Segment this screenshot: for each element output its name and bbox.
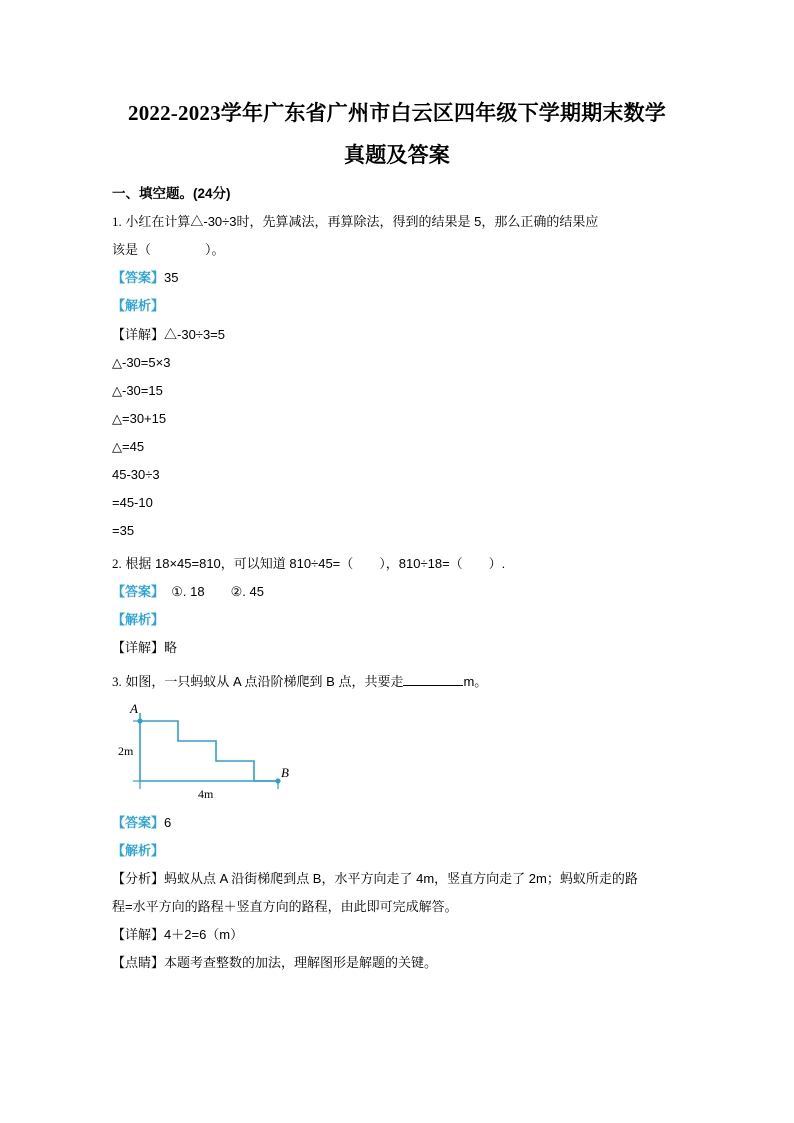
- question-3-analysis-label: 【解析】: [112, 843, 165, 858]
- question-1-detail-line-6: =45-10: [112, 495, 153, 510]
- question-1-body-3: ）。: [205, 242, 225, 257]
- question-3-approach-line-2: 程=水平方向的路程＋竖直方向的路程，由此即可完成解答。: [112, 899, 458, 914]
- question-1-detail-line-5: 45-30÷3: [112, 467, 160, 482]
- question-3-approach-1: 蚂蚁从点 A 沿街梯爬到点 B，水平方向走了 4m，竖直方向走了 2m；蚂蚁所走的路: [164, 871, 638, 886]
- question-2-body: 根据 18×45=810，可以知道 810÷45=（: [125, 556, 354, 571]
- question-3-detail: [112, 922, 682, 948]
- question-3-blank: [403, 685, 463, 686]
- keypoint-label: 【点睛】: [112, 955, 165, 970]
- question-1-answer: [112, 265, 682, 291]
- detail-label: 【详解】: [112, 327, 165, 342]
- question-3-body: 如图，一只蚂蚁从 A 点沿阶梯爬到 B 点，共要走: [125, 674, 404, 689]
- question-2-detail-value: 略: [164, 640, 178, 655]
- question-2-body-3: ）.: [488, 556, 506, 571]
- page-title-line-2: 真题及答案: [344, 143, 450, 167]
- detail-label: 【详解】: [112, 640, 165, 655]
- question-3-number: 3.: [112, 674, 122, 689]
- detail-label: 【详解】: [112, 927, 165, 942]
- figure-label-width: 4m: [198, 787, 214, 801]
- question-1-number: 1.: [112, 214, 122, 229]
- staircase-diagram: [118, 701, 308, 801]
- question-1-body-2: 该是（: [112, 242, 152, 257]
- question-1-analysis-label: 【解析】: [112, 298, 165, 313]
- question-1-text-cont: [112, 237, 682, 263]
- question-1-body: 小红在计算△-30÷3时，先算减法，再算除法，得到的结果是 5，那么正确的结果应: [125, 214, 599, 229]
- question-2-detail: [112, 635, 682, 661]
- question-3-approach-line-1: [112, 866, 682, 892]
- question-1-detail-line-4: △=45: [112, 439, 145, 454]
- question-3-answer: [112, 810, 682, 836]
- spacer-after-q2: [112, 663, 682, 667]
- question-2-body-2: ），810÷18=（: [379, 556, 463, 571]
- figure-label-b: B: [281, 765, 289, 780]
- question-3-figure: [118, 701, 682, 806]
- question-1-detail-line-7: =35: [112, 523, 135, 538]
- question-3-answer-value: 6: [164, 815, 172, 830]
- question-2-analysis-label: 【解析】: [112, 612, 165, 627]
- approach-label: 【分析】: [112, 871, 165, 886]
- question-2-answer-value: ①. 18 ②. 45: [171, 584, 264, 599]
- answer-label: 【答案】: [112, 584, 165, 599]
- question-3-body-2: m。: [463, 674, 488, 689]
- answer-label: 【答案】: [112, 815, 165, 830]
- spacer-after-q1: [112, 545, 682, 549]
- steps-outline: [140, 721, 254, 781]
- page-title-line-1: 2022-2023学年广东省广州市白云区四年级下学期期末数学: [128, 101, 666, 125]
- question-1-answer-value: 35: [164, 270, 179, 285]
- answer-label: 【答案】: [112, 270, 165, 285]
- question-1-text: [112, 209, 682, 235]
- question-1-detail-0: △-30÷3=5: [164, 327, 225, 342]
- axis-lines: [140, 713, 278, 781]
- question-1-detail-line-2: △-30=15: [112, 383, 163, 398]
- question-3-keypoint: [112, 950, 682, 976]
- question-3-text: [112, 669, 682, 695]
- question-3-keypoint-value: 本题考查整数的加法，理解图形是解题的关键。: [164, 955, 438, 970]
- question-1-detail-line-0: [112, 321, 682, 349]
- question-1-detail-line-1: △-30=5×3: [112, 355, 171, 370]
- question-1-detail-line-3: △=30+15: [112, 411, 167, 426]
- figure-label-height: 2m: [118, 744, 134, 758]
- question-2-text: [112, 551, 682, 577]
- figure-label-a: A: [130, 701, 138, 716]
- question-3-detail-value: 4＋2=6（m）: [164, 927, 244, 942]
- question-2-answer: [112, 579, 682, 605]
- question-2-number: 2.: [112, 556, 122, 571]
- section-heading-fill-in-blanks: 一、填空题。(24分): [112, 186, 231, 201]
